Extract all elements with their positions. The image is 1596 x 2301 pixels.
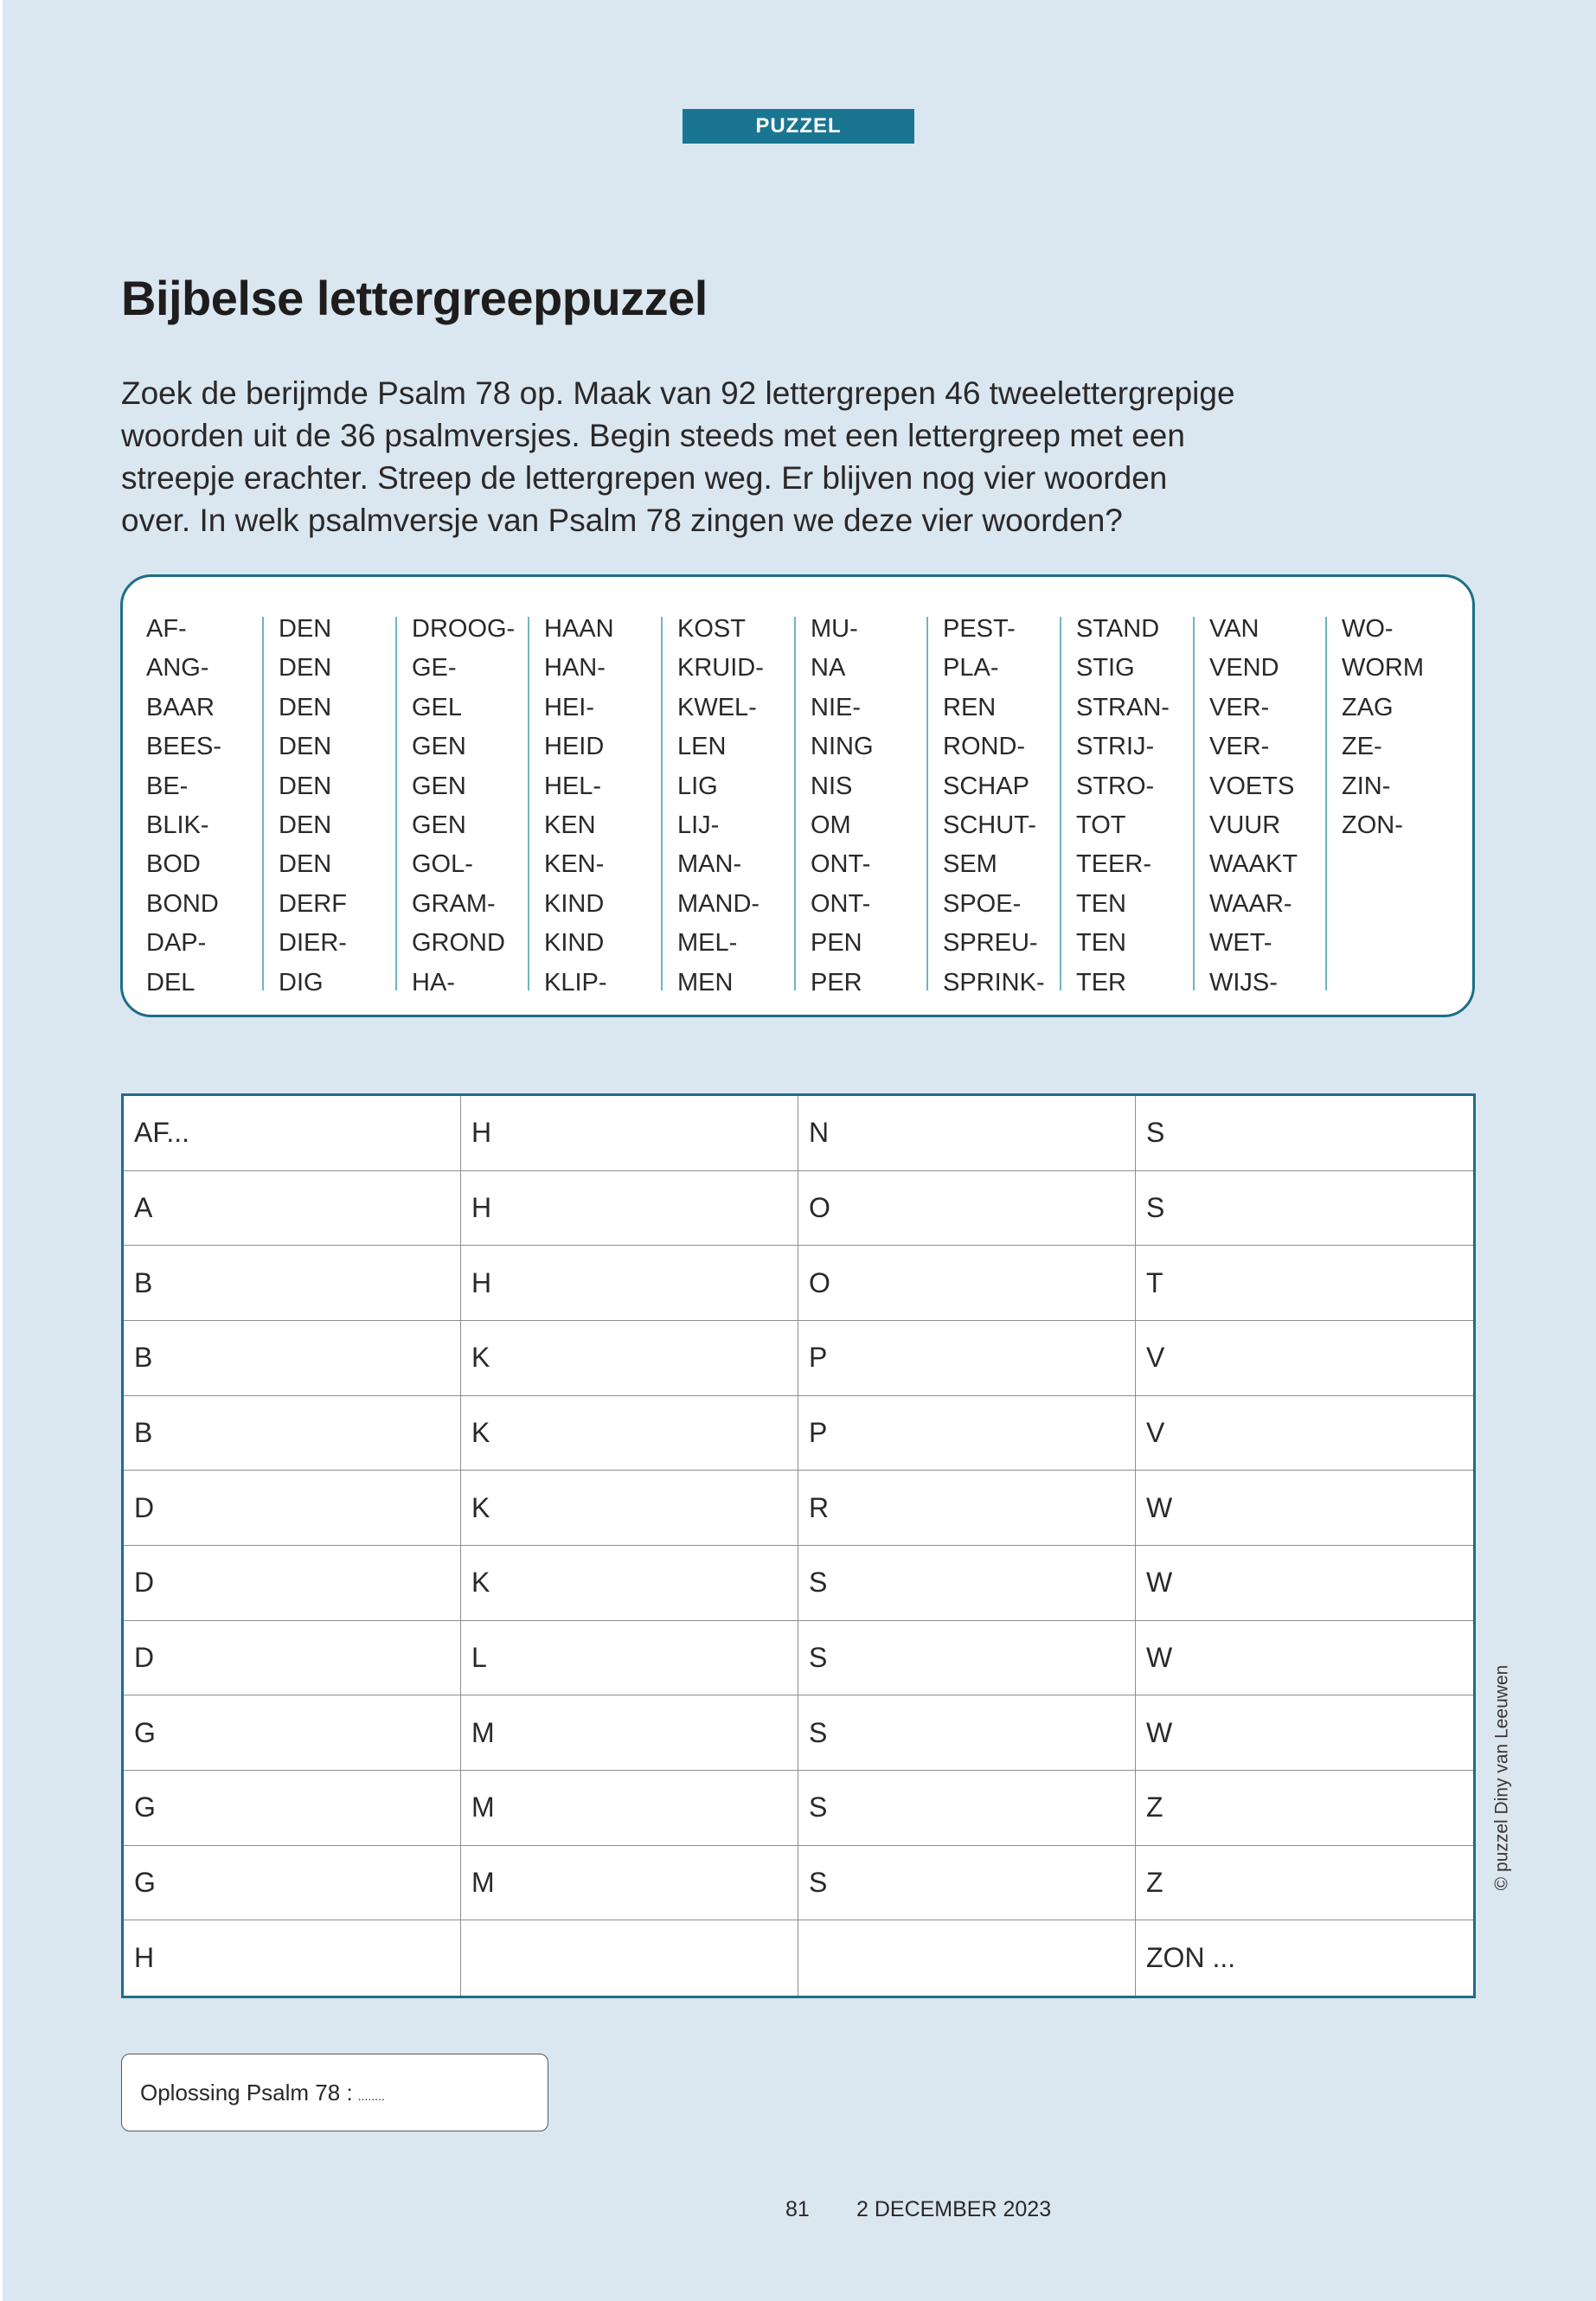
column-divider [1060,617,1061,990]
syllable: BOND [146,889,219,918]
answer-cell[interactable]: L [461,1621,798,1696]
syllable: MEN [677,968,734,997]
answer-cell[interactable]: R [798,1471,1136,1546]
syllable: ZON- [1342,811,1403,839]
syllable: KIND [544,889,605,918]
answer-cell[interactable]: P [798,1396,1136,1471]
syllable: NING [811,733,874,761]
syllable: MAN- [677,850,742,879]
syllable: BAAR [146,693,215,721]
column-divider [794,617,796,990]
syllable: TOT [1076,811,1126,839]
syllable: KIND [544,929,605,958]
syllable: STRIJ- [1076,733,1155,761]
syllable: GRAM- [412,889,496,918]
syllable: PER [811,968,862,997]
answer-cell[interactable]: D [124,1546,461,1621]
answer-cell[interactable]: P [798,1321,1136,1396]
syllable: STRAN- [1076,693,1170,721]
syllable: NIS [811,772,853,800]
syllable: GEN [412,811,466,839]
syllable: LEN [677,733,727,761]
syllable: AF- [146,615,187,643]
syllable: SCHUT- [943,811,1036,839]
answer-cell[interactable]: S [798,1695,1136,1771]
syllable: SPRINK- [943,968,1045,997]
syllable: MEL- [677,929,738,958]
column-divider [661,617,663,990]
syllable-box [120,574,1475,1017]
syllable: SEM [943,850,997,879]
syllable: NIE- [811,693,861,721]
syllable: TEN [1076,929,1126,958]
answer-cell[interactable]: N [798,1096,1136,1171]
syllable: ZAG [1342,693,1394,721]
column-divider [926,617,928,990]
syllable: HEI- [544,693,594,721]
syllable: ANG- [146,654,209,683]
answer-cell[interactable]: V [1136,1321,1473,1396]
syllable: DEN [279,615,332,643]
syllable: HAN- [544,654,606,683]
answer-cell[interactable]: M [461,1771,798,1846]
syllable: ROND- [943,733,1026,761]
syllable-column [943,610,1045,997]
syllable: WAAKT [1209,850,1298,879]
answer-cell[interactable] [461,1920,798,1996]
answer-grid [121,1093,1476,1998]
intro-line: woorden uit de 36 psalmversjes. Begin steeds met een lettergreep met een [121,418,1185,453]
syllable: GEN [412,772,466,800]
syllable: VUUR [1209,811,1281,839]
syllable: KRUID- [677,654,764,683]
answer-cell[interactable]: G [124,1695,461,1771]
syllable: GEN [412,733,466,761]
syllable: WAAR- [1209,889,1292,918]
syllable: VOETS [1209,772,1295,800]
answer-cell[interactable] [798,1920,1136,1996]
syllable-column [412,610,516,997]
solution-label: Oplossing Psalm 78 : [140,2079,353,2106]
answer-cell[interactable]: T [1136,1246,1473,1321]
syllable: HAAN [544,615,614,643]
syllable-column [811,610,874,997]
answer-cell[interactable]: M [461,1846,798,1921]
syllable: HEID [544,733,605,761]
syllable: TER [1076,968,1126,997]
answer-cell[interactable]: W [1136,1621,1473,1696]
syllable-column [544,610,614,997]
answer-cell[interactable]: AF... [124,1096,461,1171]
syllable: DEN [279,693,332,721]
column-divider [262,617,264,990]
answer-cell[interactable]: B [124,1396,461,1471]
answer-cell[interactable]: A [124,1171,461,1247]
syllable: BLIK- [146,811,209,839]
syllable: KEN- [544,850,605,879]
intro-line: Zoek de berijmde Psalm 78 op. Maak van 92 lettergrepen 46 tweelettergrepige [121,375,1235,411]
syllable: VEND [1209,654,1279,683]
syllable: STRO- [1076,772,1155,800]
syllable: WIJS- [1209,968,1278,997]
syllable: OM [811,811,851,839]
answer-cell[interactable]: H [124,1920,461,1996]
answer-cell[interactable]: K [461,1321,798,1396]
syllable-column [279,610,347,997]
answer-cell[interactable]: K [461,1546,798,1621]
intro-line: over. In welk psalmversje van Psalm 78 zingen we deze vier woorden? [121,503,1123,538]
section-label: PUZZEL [683,109,914,144]
page-edge [0,0,3,2301]
syllable: LIG [677,772,718,800]
syllable: BE- [146,772,189,800]
answer-cell[interactable]: W [1136,1695,1473,1771]
answer-cell[interactable]: K [461,1396,798,1471]
syllable: TEER- [1076,850,1151,879]
syllable: DEN [279,850,332,879]
syllable: DEN [279,733,332,761]
answer-cell[interactable]: B [124,1246,461,1321]
column-divider [395,617,397,990]
syllable: STAND [1076,615,1160,643]
syllable: HA- [412,968,455,997]
syllable: PEN [811,929,862,958]
answer-cell[interactable]: W [1136,1471,1473,1546]
syllable-column [1342,610,1424,990]
syllable-column [146,610,222,997]
syllable: ONT- [811,889,871,918]
syllable: DEN [279,772,332,800]
intro-text [121,372,1488,542]
syllable: DERF [279,889,347,918]
answer-cell[interactable]: S [1136,1171,1473,1247]
answer-cell[interactable]: O [798,1171,1136,1247]
answer-cell[interactable]: W [1136,1546,1473,1621]
column-divider [1325,617,1327,990]
syllable: MU- [811,615,858,643]
answer-cell[interactable]: G [124,1771,461,1846]
syllable: GROND [412,929,505,958]
answer-cell[interactable]: B [124,1321,461,1396]
syllable: ONT- [811,850,871,879]
answer-cell[interactable]: S [798,1546,1136,1621]
column-divider [528,617,529,990]
syllable: REN [943,693,997,721]
answer-cell[interactable]: S [798,1846,1136,1921]
syllable: DEL [146,968,195,997]
syllable: KOST [677,615,746,643]
syllable: DEN [279,811,332,839]
syllable: MAND- [677,889,760,918]
syllable: GEL [412,693,463,721]
answer-cell[interactable]: S [798,1771,1136,1846]
syllable: VER- [1209,693,1270,721]
syllable: STIG [1076,654,1135,683]
answer-cell[interactable]: M [461,1695,798,1771]
syllable: WO- [1342,615,1394,643]
syllable: NA [811,654,846,683]
answer-cell[interactable]: V [1136,1396,1473,1471]
answer-cell[interactable]: S [1136,1096,1473,1171]
syllable: DIG [279,968,324,997]
intro-line: streepje erachter. Streep de lettergrepen weg. Er blijven nog vier woorden [121,460,1168,496]
syllable-column [1209,610,1298,997]
syllable: KEN [544,811,596,839]
page-footer [0,2197,1596,2227]
syllable-column [677,610,764,997]
syllable: ZE- [1342,733,1382,761]
answer-cell[interactable]: H [461,1171,798,1247]
puzzle-title: Bijbelse lettergreeppuzzel [121,271,708,325]
answer-cell[interactable]: S [798,1621,1136,1696]
syllable: KWEL- [677,693,757,721]
syllable: GOL- [412,850,473,879]
solution-field[interactable] [121,2054,548,2131]
syllable: DEN [279,654,332,683]
syllable: HEL- [544,772,602,800]
issue-date: 2 DECEMBER 2023 [856,2197,1052,2221]
syllable: TEN [1076,889,1126,918]
answer-cell[interactable]: O [798,1246,1136,1321]
syllable-column [1076,610,1170,997]
syllable: WORM [1342,654,1425,683]
syllable: SPREU- [943,929,1038,958]
answer-cell[interactable]: Z [1136,1846,1473,1921]
syllable: BOD [146,850,201,879]
syllable: VER- [1209,733,1270,761]
syllable: KLIP- [544,968,607,997]
answer-cell[interactable]: D [124,1621,461,1696]
syllable: WET- [1209,929,1272,958]
syllable: GE- [412,654,457,683]
syllable: ZIN- [1342,772,1391,800]
solution-dots: ........ [357,2089,385,2103]
syllable: SPOE- [943,889,1022,918]
syllable: DIER- [279,929,347,958]
answer-cell[interactable]: ZON ... [1146,1942,1236,1974]
syllable: PEST- [943,615,1016,643]
syllable: PLA- [943,654,999,683]
syllable: LIJ- [677,811,720,839]
answer-cell[interactable]: D [124,1471,461,1546]
answer-cell[interactable]: H [461,1096,798,1171]
page-number: 81 [785,2197,810,2221]
syllable: VAN [1209,615,1259,643]
puzzle-credit [1486,1553,1517,2003]
answer-cell[interactable]: H [461,1246,798,1321]
answer-cell[interactable]: Z [1136,1771,1473,1846]
syllable: DROOG- [412,615,516,643]
answer-cell[interactable]: K [461,1471,798,1546]
column-divider [1193,617,1195,990]
answer-cell[interactable]: G [124,1846,461,1921]
syllable: BEES- [146,733,222,761]
credit-text: © puzzel Diny van Leeuwen [1491,1664,1511,1891]
syllable: DAP- [146,929,207,958]
syllable: SCHAP [943,772,1029,800]
